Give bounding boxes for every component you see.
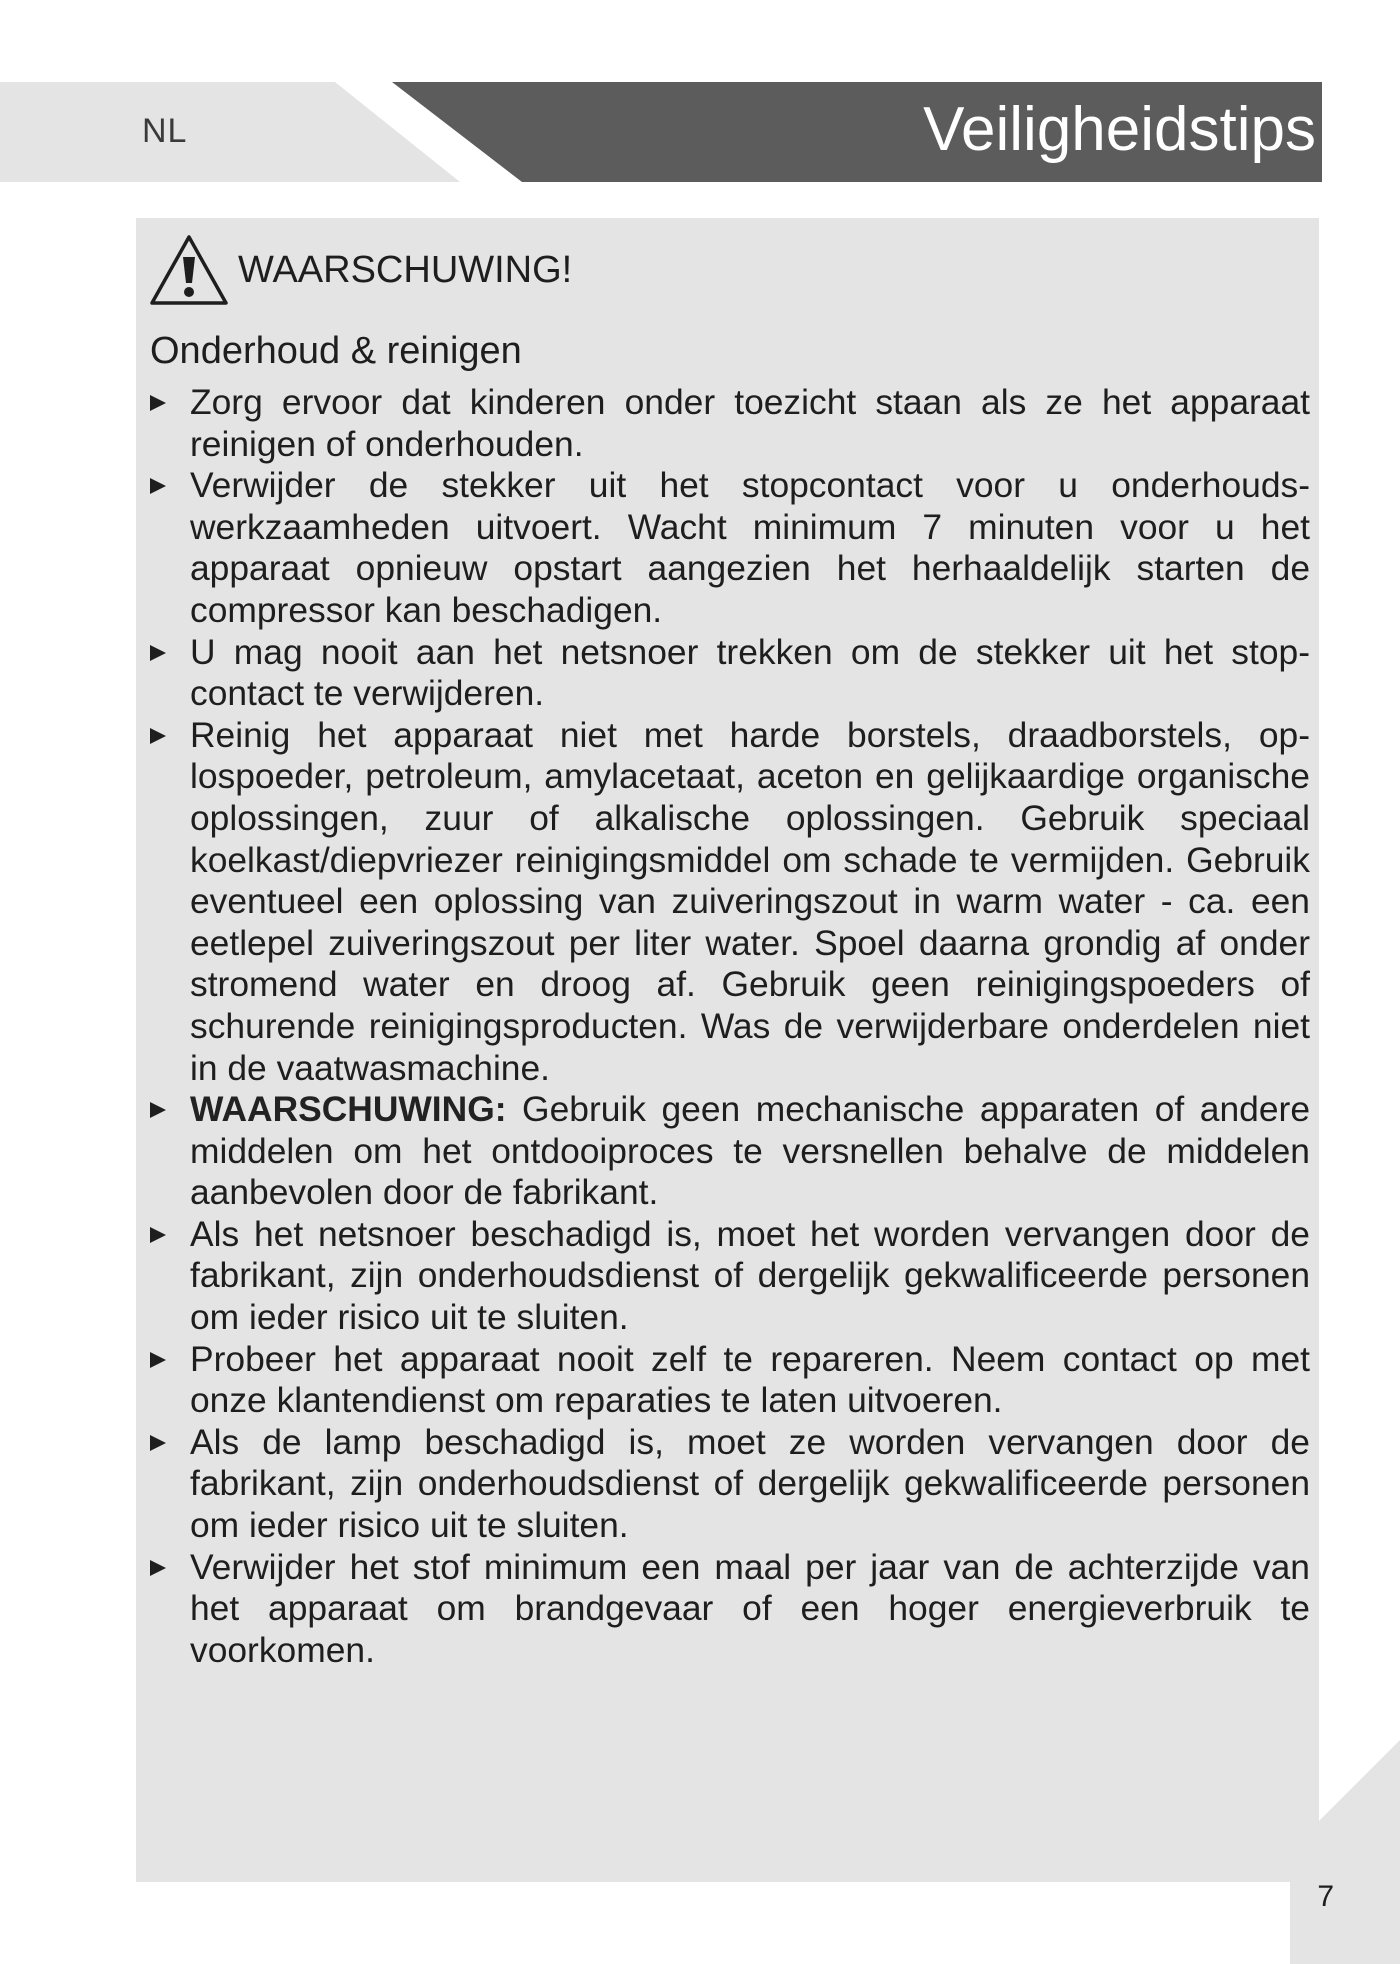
bullet-arrow-icon (150, 395, 166, 411)
language-label: NL (142, 112, 188, 150)
list-item (148, 382, 1310, 465)
list-item (148, 1422, 1310, 1547)
bullet-arrow-icon (150, 1560, 166, 1576)
section-heading: Onderhoud & reinigen (150, 330, 522, 372)
bullet-arrow-icon (150, 1102, 166, 1118)
warning-label: WAARSCHUWING! (238, 248, 573, 291)
header-left-tab (0, 82, 460, 182)
list-item (148, 632, 1310, 715)
list-item-text: Gebruik geen mechanische apparaten of andere middelen om het ontdooiproces te versnellen behalve de middelen aanbevolen door de fabrikant. (190, 1089, 1310, 1213)
list-item (148, 1214, 1310, 1339)
list-item (148, 715, 1310, 1089)
warning-triangle-icon (148, 233, 230, 307)
list-item-warning-prefix: WAARSCHUWING: (190, 1089, 507, 1130)
list-item-text: Als de lamp beschadigd is, moet ze worden vervangen door de fabrikant, zijn onderhoudsdienst of dergelijk gekwalificeerde personen om ieder risico uit te sluiten. (190, 1421, 1310, 1546)
warning-header (148, 232, 572, 308)
page-title: Veiligheidstips (923, 95, 1316, 164)
bullet-arrow-icon (150, 1435, 166, 1451)
safety-list (148, 382, 1310, 1671)
bullet-arrow-icon (150, 1352, 166, 1368)
list-item-text: Zorg ervoor dat kinderen onder toezicht staan als ze het apparaat reinigen of onderhouden. (190, 382, 1310, 464)
list-item-text: Verwijder het stof minimum een maal per jaar van de achterzijde van het apparaat om brandgevaar of een hoger energieverbruik te voorkomen. (190, 1546, 1310, 1670)
list-item-text: Verwijder de stekker uit het stopcontact voor u onderhoudswerkzaamheden uitvoert. Wacht minimum 7 minuten voor u het apparaat opnieuw opstart aangezien het herhaaldelijk starten de compressor kan beschadigen. (190, 465, 1310, 630)
list-item (148, 1339, 1310, 1422)
page-number: 7 (1317, 1880, 1334, 1913)
bullet-arrow-icon (150, 728, 166, 744)
bullet-arrow-icon (150, 645, 166, 661)
bullet-arrow-icon (150, 1227, 166, 1243)
list-item (148, 465, 1310, 631)
list-item-text: Reinig het apparaat niet met harde borstels, draadborstels, oplospoeder, petroleum, amylacetaat, aceton en gelijkaardige organische oplossingen, zuur of alkalische oplossingen. Gebruik speciaal koelkast/diepvriezer reinigingsmiddel om schade te vermijden. Gebruik eventueel een oplossing van zuiveringszout in warm water - ca. een eetlepel zuiveringszout per liter water. Spoel daarna grondig af onder stromend water en droog af. Gebruik geen reinigingspoeders of schurende reinigingsproducten. Was de verwijderbare onderdelen niet in de vaatwasmachine. (190, 714, 1310, 1088)
list-item-text: Als het netsnoer beschadigd is, moet het worden vervangen door de fabrikant, zijn onderhoudsdienst of dergelijk gekwalificeerde personen om ieder risico uit te sluiten. (190, 1213, 1310, 1338)
list-item-text: Probeer het apparaat nooit zelf te repareren. Neem contact op met onze klantendienst om reparaties te laten uitvoeren. (190, 1338, 1310, 1421)
list-item (148, 1089, 1310, 1214)
bullet-arrow-icon (150, 478, 166, 494)
list-item-text: U mag nooit aan het netsnoer trekken om de stekker uit het stopcontact te verwijderen. (190, 631, 1310, 714)
list-item (148, 1547, 1310, 1672)
